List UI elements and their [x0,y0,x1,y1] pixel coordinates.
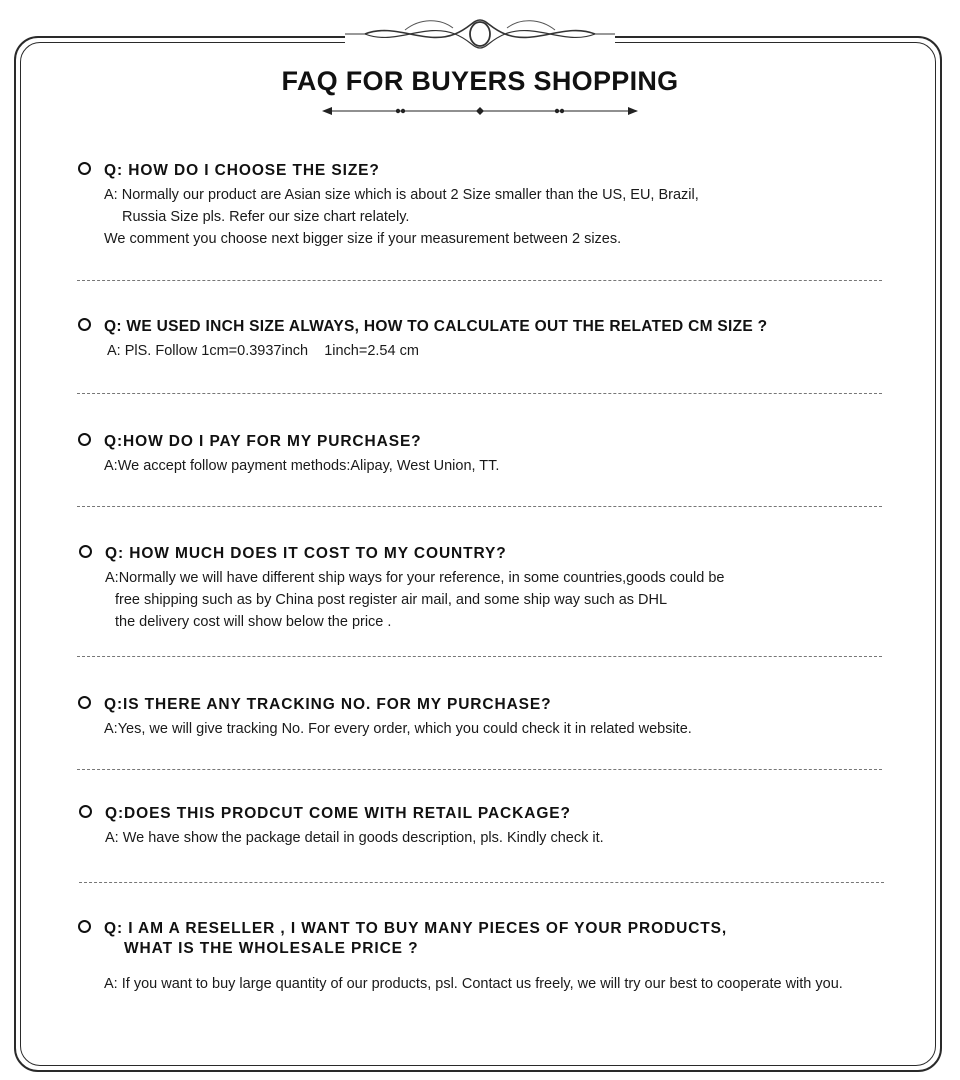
faq-question: Q: HOW MUCH DOES IT COST TO MY COUNTRY? [105,545,507,562]
flourish-ornament-icon [345,12,615,56]
faq-answer-line: the delivery cost will show below the price . [115,614,392,630]
faq-question: Q:IS THERE ANY TRACKING NO. FOR MY PURCHASE? [104,696,552,713]
faq-answer-line: A: We have show the package detail in goods description, pls. Kindly check it. [105,830,604,846]
question-bullet-icon [78,696,91,709]
dashed-divider [79,882,884,883]
faq-question: Q: I AM A RESELLER , I WANT TO BUY MANY PIECES OF YOUR PRODUCTS, [104,920,728,937]
question-bullet-icon [78,318,91,331]
faq-question: Q:DOES THIS PRODCUT COME WITH RETAIL PACKAGE? [105,805,571,822]
page-title: FAQ FOR BUYERS SHOPPING [281,66,679,96]
faq-answer-line: We comment you choose next bigger size if your measurement between 2 sizes. [104,231,622,247]
question-bullet-icon [78,162,91,175]
faq-answer-line: free shipping such as by China post register air mail, and some ship way such as DHL [115,592,668,608]
dashed-divider [77,506,882,507]
question-bullet-icon [79,805,92,818]
faq-answer-line: A:We accept follow payment methods:Alipay, West Union, TT. [104,458,500,474]
question-bullet-icon [78,920,91,933]
faq-answer-line: A: PlS. Follow 1cm=0.3937inch 1inch=2.54 cm [107,343,419,359]
faq-question: Q:HOW DO I PAY FOR MY PURCHASE? [104,433,422,450]
question-bullet-icon [79,545,92,558]
faq-question: Q: WE USED INCH SIZE ALWAYS, HOW TO CALCULATE OUT THE RELATED CM SIZE ? [104,318,768,335]
faq-answer-line: A: Normally our product are Asian size which is about 2 Size smaller than the US, EU, Brazil, [104,187,699,203]
faq-answer-line: Russia Size pls. Refer our size chart relately. [122,209,410,225]
dashed-divider [77,280,882,281]
dashed-divider [77,656,882,657]
faq-answer-line: A:Normally we will have different ship ways for your reference, in some countries,goods could be [105,570,725,586]
question-bullet-icon [78,433,91,446]
title-divider-icon [320,104,640,118]
faq-question: Q: HOW DO I CHOOSE THE SIZE? [104,162,380,179]
faq-answer-line: A: If you want to buy large quantity of our products, psl. Contact us freely, we will try our best to cooperate with you. [104,976,843,992]
dashed-divider [77,393,882,394]
faq-answer-line: A:Yes, we will give tracking No. For every order, which you could check it in related website. [104,721,692,737]
faq-question-continuation: WHAT IS THE WHOLESALE PRICE ? [124,940,419,957]
dashed-divider [77,769,882,770]
